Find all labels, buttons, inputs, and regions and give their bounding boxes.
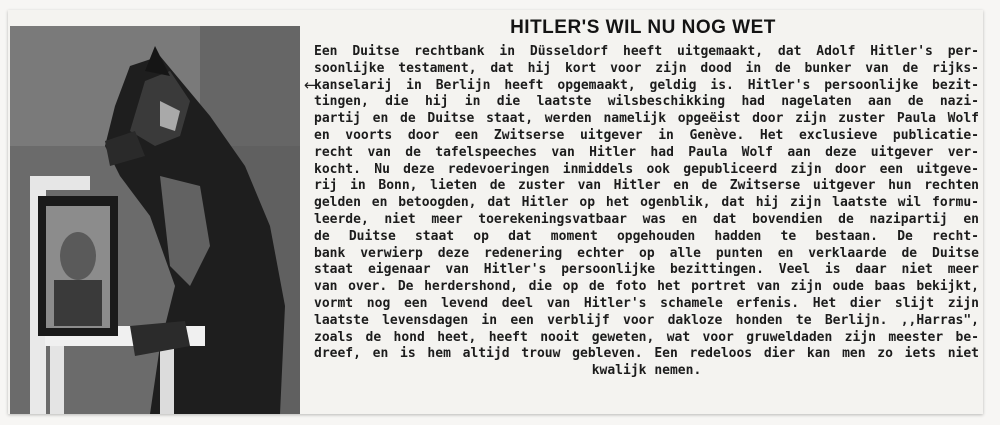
photo-dog-with-portrait bbox=[10, 26, 300, 414]
article-line: staat eigenaar van Hitler's persoonlijke bezittingen. Veel is daar niet meer bbox=[314, 262, 979, 278]
article-line: kwalijk nemen. bbox=[591, 363, 702, 379]
article-line: kocht. Nu deze redevoeringen inmiddels ook gepubliceerd zijn door een uitgeve- bbox=[314, 161, 979, 177]
article-line: recht van de tafelspeeches van Hitler had Paula Wolf aan deze uitgever ver- bbox=[314, 144, 979, 160]
article-line: bank verwierp deze redenering echter op alle punten en verklaarde de Duitse bbox=[314, 245, 979, 261]
article-line: tingen, die hij in die laatste wilsbeschikking had nagelaten aan de nazi- bbox=[314, 94, 979, 110]
article-line: leerde, niet meer toerekeningsvatbaar was en dat bovendien de nazipartij en bbox=[314, 211, 979, 227]
article-line: laatste levensdagen in een verblijf voor dakloze honden te Berlijn. ,,Harras", bbox=[314, 312, 979, 328]
article-body bbox=[314, 44, 979, 380]
article-line: de Duitse staat op dat moment opgehouden hadden te bestaan. De recht- bbox=[314, 228, 979, 244]
article-line: zoals de hond heet, heeft nooit geweten, wat voor gruweldaden zijn meester be- bbox=[314, 329, 979, 345]
article-line: rij in Bonn, lieten de zuster van Hitler en de Zwitserse uitgever hun rechten bbox=[314, 178, 979, 194]
article bbox=[304, 12, 982, 412]
article-line: Een Duitse rechtbank in Düsseldorf heeft uitgemaakt, dat Adolf Hitler's per- bbox=[314, 44, 979, 59]
pointer-arrow: ← bbox=[304, 76, 317, 94]
article-line: en voorts door een Zwitserse uitgever in Genève. Het exclusieve publicatie- bbox=[314, 127, 979, 143]
article-line: gelden en betoogden, dat Hitler op het ogenblik, dat hij zijn laatste wil formu- bbox=[314, 195, 979, 211]
photo-illustration bbox=[10, 26, 300, 414]
article-line: vormt nog een levend deel van Hitler's schamele erfenis. Het dier slijt zijn bbox=[314, 295, 979, 311]
article-headline: HITLER'S WIL NU NOG WET bbox=[510, 17, 776, 38]
article-line: van over. De herdershond, die op de foto het portret van zijn oude baas bekijkt, bbox=[314, 279, 979, 295]
article-line: soonlijke testament, dat hij kort voor zijn dood in de bunker van de rijks- bbox=[314, 60, 979, 76]
article-line: kanselarij in Berlijn heeft opgemaakt, geldig is. Hitler's persoonlijke bezit- bbox=[314, 77, 979, 93]
article-line: partij en de Duitse staat, werden namelijk opgeëist door zijn zuster Paula Wolf bbox=[314, 111, 979, 127]
article-line: dreef, en is hem altijd trouw gebleven. Een redeloos dier kan men zo iets niet bbox=[314, 346, 979, 362]
